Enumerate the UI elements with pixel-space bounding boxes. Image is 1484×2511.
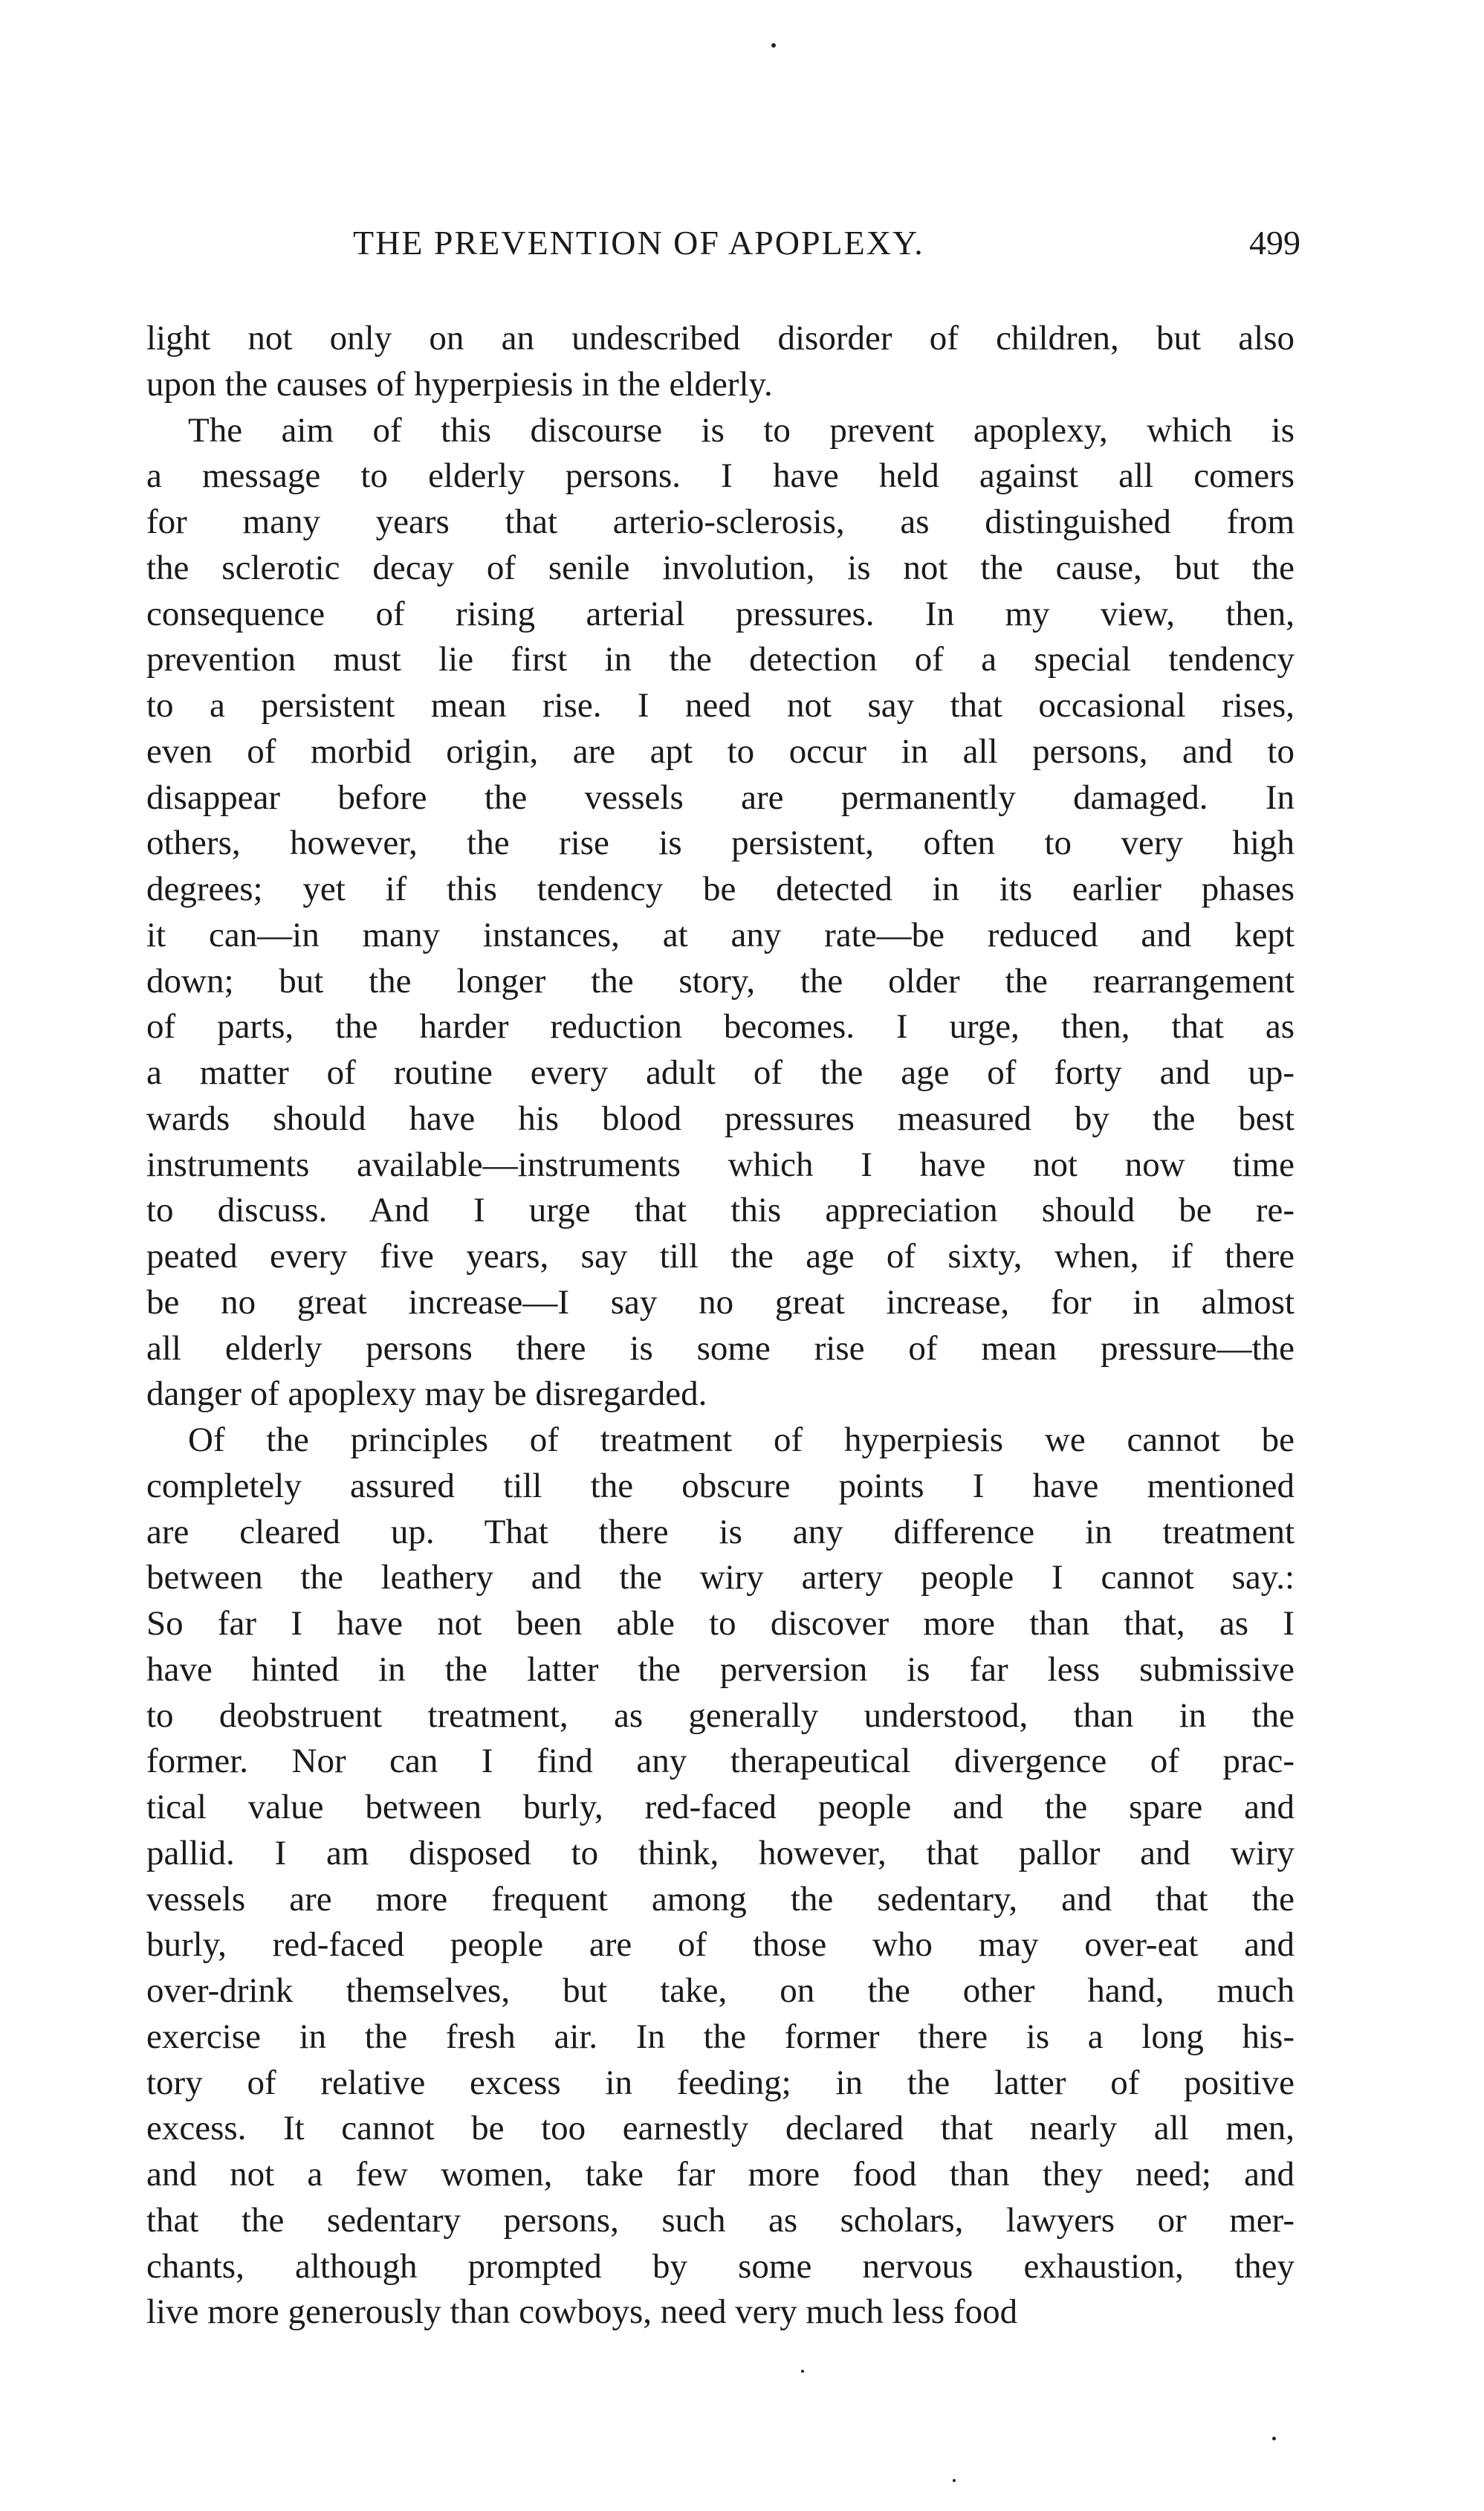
text-line: a matter of routine every adult of the age of forty and up- xyxy=(146,1053,1295,1092)
text-line: chants, although prompted by some nervous exhaustion, they xyxy=(146,2246,1295,2286)
text-line: others, however, the rise is persistent, often to very high xyxy=(146,824,1295,863)
body-text xyxy=(146,316,1295,2336)
ink-speck xyxy=(1272,2437,1276,2440)
text-line: a message to elderly persons. I have held against all comers xyxy=(146,456,1295,496)
paragraph xyxy=(146,1418,1295,2336)
text-line: completely assured till the obscure points I have mentioned xyxy=(146,1466,1295,1505)
text-line: light not only on an undescribed disorder of children, but also xyxy=(146,319,1295,358)
text-line: even of morbid origin, are apt to occur in all persons, and to xyxy=(146,731,1295,771)
text-line: instruments available—instruments which I have not now time xyxy=(146,1145,1295,1184)
ink-speck xyxy=(801,2370,804,2373)
ink-speck xyxy=(953,2479,956,2482)
text-line: all elderly persons there is some rise of mean pressure—the xyxy=(146,1328,1295,1368)
text-line: over-drink themselves, but take, on the other hand, much xyxy=(146,1971,1295,2010)
text-line: peated every five years, say till the age of sixty, when, if there xyxy=(146,1237,1295,1276)
text-line: have hinted in the latter the perversion is far less submissive xyxy=(146,1649,1295,1689)
text-line: of parts, the harder reduction becomes. I urge, then, that as xyxy=(146,1007,1295,1047)
text-line: the sclerotic decay of senile involution, is not the cause, but the xyxy=(146,548,1295,587)
text-line: between the leathery and the wiry artery people I cannot say.: xyxy=(146,1558,1295,1597)
text-line: be no great increase—I say no great increase, for in almost xyxy=(146,1282,1295,1322)
text-line: that the sedentary persons, such as scholars, lawyers or mer- xyxy=(146,2200,1295,2240)
text-line: to a persistent mean rise. I need not say that occasional rises, xyxy=(146,686,1295,725)
text-line: former. Nor can I find any therapeutical divergence of prac- xyxy=(146,1742,1295,1781)
paragraph xyxy=(146,408,1295,1418)
text-line: it can—in many instances, at any rate—be reduced and kept xyxy=(146,915,1295,954)
text-line: danger of apoplexy may be disregarded. xyxy=(146,1374,707,1414)
text-line: pallid. I am disposed to think, however, that pallor and wiry xyxy=(146,1833,1295,1872)
text-line: The aim of this discourse is to prevent apoplexy, which is xyxy=(188,410,1295,450)
text-line: and not a few women, take far more food than they need; and xyxy=(146,2155,1295,2194)
text-line: down; but the longer the story, the older the rearrangement xyxy=(146,961,1295,1001)
text-line: tical value between burly, red-faced people and the spare and xyxy=(146,1788,1295,1826)
text-line: consequence of rising arterial pressures. In my view, then, xyxy=(146,594,1295,633)
text-line: disappear before the vessels are permanently damaged. In xyxy=(146,778,1295,817)
text-line: are cleared up. That there is any difference in treatment xyxy=(146,1512,1295,1551)
text-line: wards should have his blood pressures measured by the best xyxy=(146,1099,1295,1138)
text-line: live more generously than cowboys, need very much less food xyxy=(146,2292,1018,2332)
running-title: THE PREVENTION OF APOPLEXY. xyxy=(353,224,924,262)
text-line: exercise in the fresh air. In the former there is a long his- xyxy=(146,2017,1295,2056)
page-number: 499 xyxy=(1249,224,1300,262)
running-head xyxy=(141,223,1300,275)
text-line: for many years that arterio-sclerosis, as distinguished from xyxy=(146,502,1295,541)
ink-speck xyxy=(771,43,776,48)
text-line: Of the principles of treatment of hyperpiesis we cannot be xyxy=(188,1421,1295,1459)
text-line: vessels are more frequent among the sedentary, and that the xyxy=(146,1879,1295,1919)
text-line: to discuss. And I urge that this appreciation should be re- xyxy=(146,1191,1295,1230)
text-line: excess. It cannot be too earnestly declared that nearly all men, xyxy=(146,2109,1295,2148)
paragraph xyxy=(146,316,1295,408)
text-line: upon the causes of hyperpiesis in the elderly. xyxy=(146,364,773,404)
text-line: to deobstruent treatment, as generally understood, than in the xyxy=(146,1696,1295,1735)
text-line: prevention must lie first in the detection of a special tendency xyxy=(146,640,1295,679)
text-line: tory of relative excess in feeding; in the latter of positive xyxy=(146,2063,1295,2102)
text-line: burly, red-faced people are of those who may over-eat and xyxy=(146,1925,1295,1965)
text-line: degrees; yet if this tendency be detected in its earlier phases xyxy=(146,870,1295,908)
text-line: So far I have not been able to discover more than that, as I xyxy=(146,1604,1295,1643)
